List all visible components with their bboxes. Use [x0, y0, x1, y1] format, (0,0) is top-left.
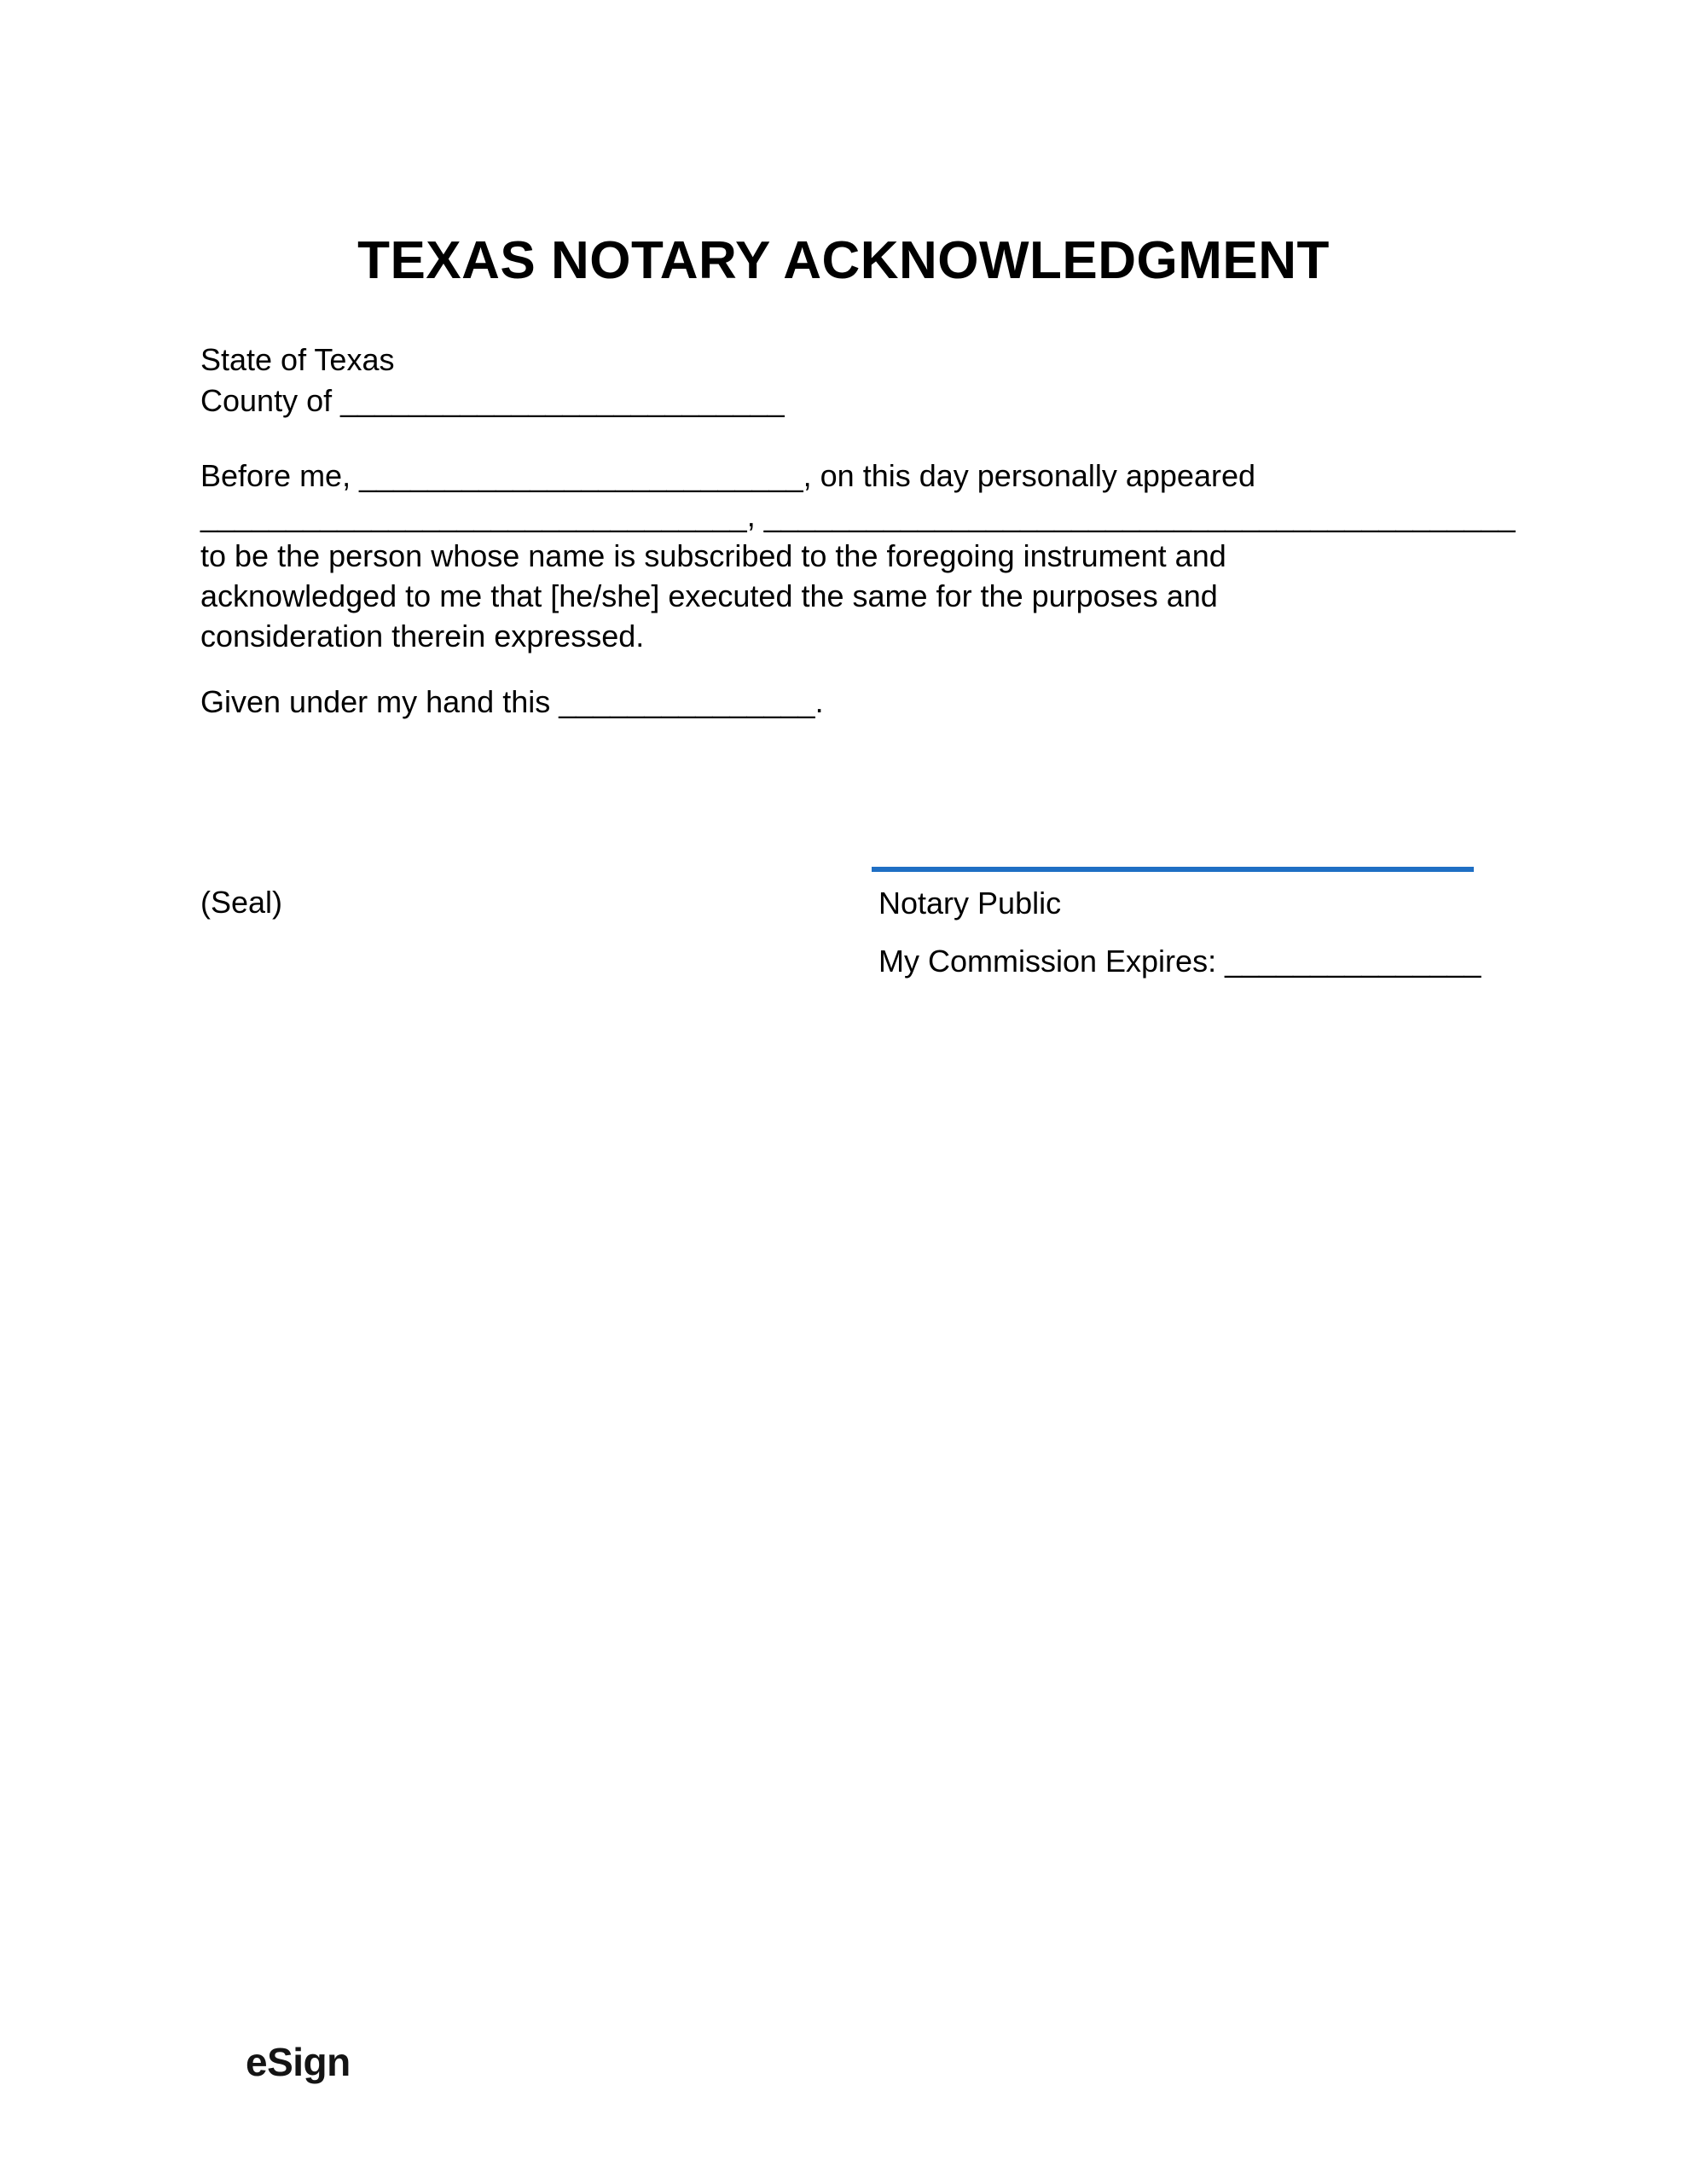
notary-signature-field[interactable]	[872, 867, 1474, 872]
notary-signature-section	[878, 867, 1493, 981]
execution-date-field[interactable]: _______________	[559, 684, 815, 719]
commission-expires-line	[878, 941, 1493, 981]
signer-blanks-line	[200, 496, 1516, 536]
acknowledgment-body-line-2: acknowledged to me that [he/she] executed the same for the purposes and	[200, 578, 1218, 613]
acknowledgment-body-line-3: consideration therein expressed.	[200, 619, 645, 653]
sentence-period: .	[815, 684, 824, 719]
given-under-hand-label: Given under my hand this	[200, 684, 559, 719]
notary-name-field[interactable]: __________________________	[359, 458, 803, 493]
commission-expires-label: My Commission Expires:	[878, 944, 1226, 979]
state-text: State of Texas	[200, 342, 395, 377]
county-label: County of	[200, 383, 341, 418]
state-line	[200, 340, 785, 380]
county-field[interactable]: __________________________	[340, 383, 785, 418]
personally-appeared-text: , on this day personally appeared	[803, 458, 1256, 493]
notary-public-label: Notary Public	[878, 886, 1062, 921]
venue-section	[200, 340, 785, 421]
seal-label: (Seal)	[200, 885, 283, 920]
page-title: TEXAS NOTARY ACKNOWLEDGMENT	[357, 230, 1330, 290]
commission-expiry-field[interactable]: _______________	[1225, 944, 1481, 979]
signer-description-field[interactable]: ____________________________________________	[763, 498, 1516, 533]
blank-separator: ,	[746, 498, 764, 533]
before-me-label: Before me,	[200, 458, 360, 493]
signer-name-field[interactable]: ________________________________	[200, 498, 747, 533]
execution-line	[200, 682, 824, 722]
acknowledgment-section	[200, 456, 1516, 656]
county-line	[200, 380, 785, 421]
acknowledgment-body-line-1: to be the person whose name is subscribed to the foregoing instrument and	[200, 538, 1226, 573]
esign-logo: eSign	[246, 2040, 351, 2084]
before-me-line	[200, 456, 1497, 496]
